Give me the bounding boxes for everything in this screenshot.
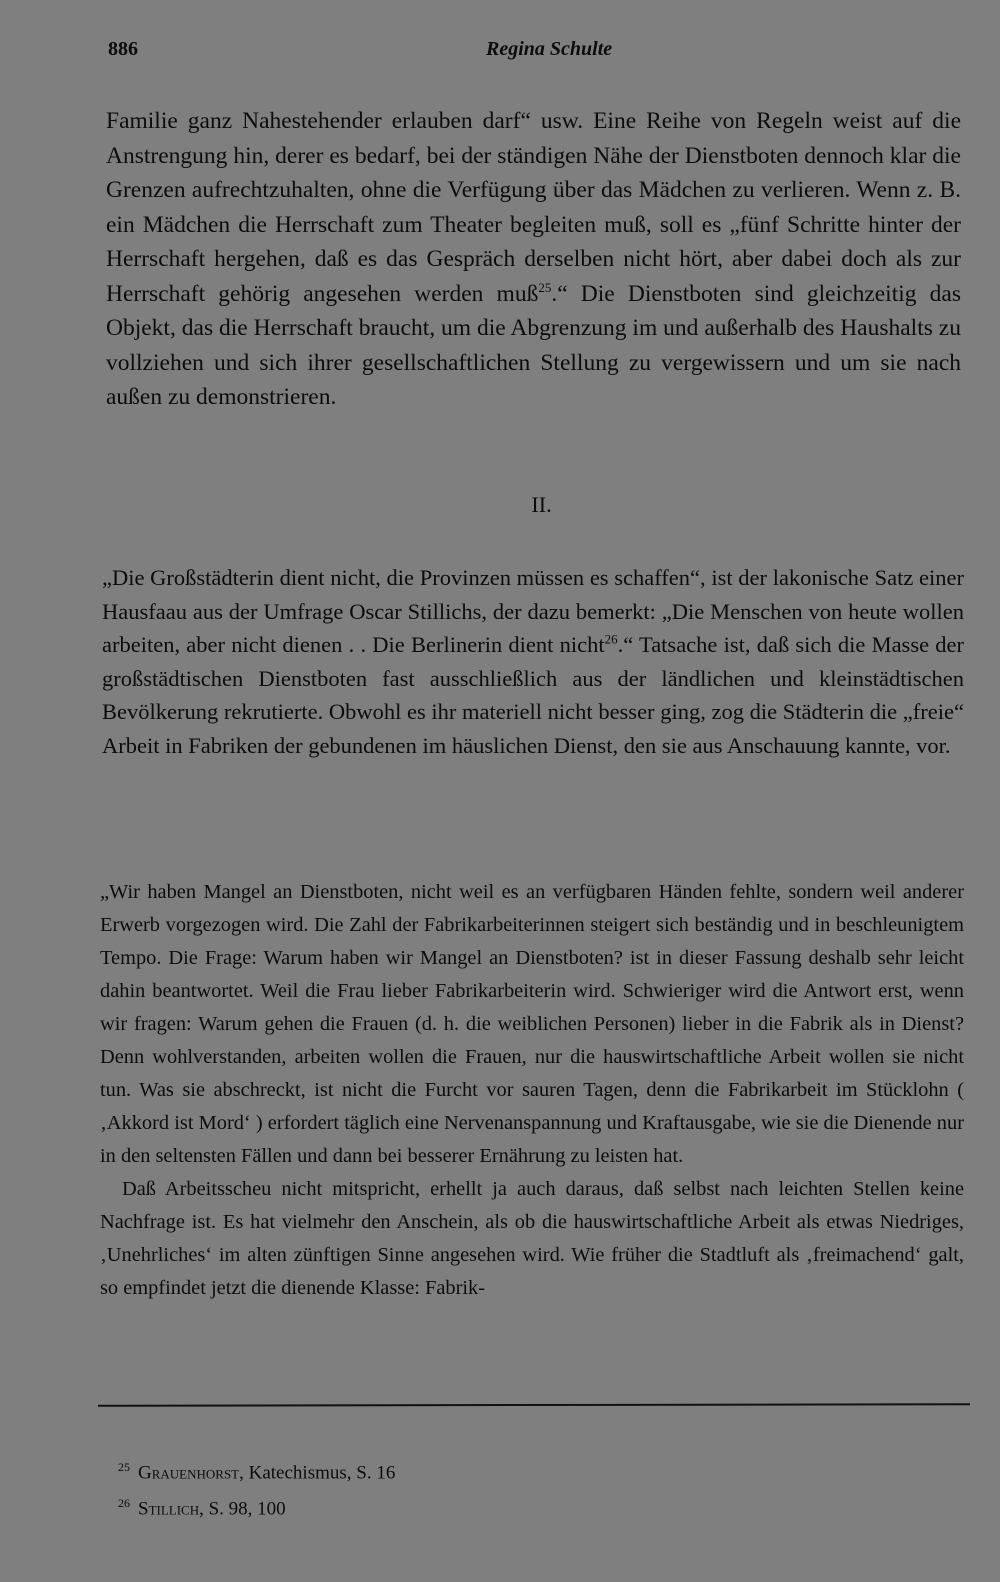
paragraph-text-part: .“ Die Dienstboten sind gleichzeitig das Objekt, das die Herrschaft braucht, um die Abgrenzung im und außerhalb des Haushalts zu vollziehen und sich ihrer gesellschaftlichen Stellung zu vergewissern und um sie nach außen zu demonstrieren. [106, 280, 961, 410]
page-number: 886 [108, 38, 138, 60]
footnote-author: Grauenhorst [138, 1462, 240, 1484]
paragraph-text-part: „Die Großstädterin dient nicht, die Provinzen müssen es schaffen“, ist der lakonische Satz einer Hausfaau aus der Umfrage Oscar Stillichs, der dazu bemerkt: „Die Menschen von heute wollen arbeiten, aber nicht dienen . . Die Berlinerin dient nicht [102, 565, 964, 658]
body-paragraph-2 [102, 561, 964, 763]
paragraph-text-part: .“ Tatsache ist, daß sich die Masse der großstädtischen Dienstboten fast ausschließlich aus der ländlichen und kleinstädtischen Bevölkerung rekrutierte. Obwohl es ihr materiell nicht besser ging, zog die Städterin die „freie“ Arbeit in Fabriken der gebundenen im häuslichen Dienst, den sie aus Anschauung kannte, vor. [102, 632, 964, 758]
section-heading: II. [531, 492, 552, 517]
paragraph-text-part: Familie ganz Nahestehender erlauben darf“ usw. Eine Reihe von Regeln weist auf die Anstrengung hin, derer es bedarf, bei der ständigen Nähe der Dienstboten dennoch klar die Grenzen aufrechtzuhalten, ohne die Verfügung über das Mädchen zu verlieren. Wenn z. B. ein Mädchen die Herrschaft zum Theater begleiten muß, soll es „fünf Schritte hinter der Herrschaft hergehen, daß es das Gespräch derselben nicht hört, aber dabei doch als zur Herrschaft gehörig angesehen werden muß [106, 108, 961, 307]
footnote-separator [98, 1403, 970, 1407]
footnote-author: Stillich [138, 1498, 200, 1520]
paragraph-text [106, 104, 961, 415]
footnote-26 [118, 1488, 395, 1524]
body-paragraph-1 [106, 104, 961, 415]
footnote-ref-26: 26 [604, 631, 618, 647]
quote-paragraph-1: „Wir haben Mangel an Dienstboten, nicht weil es an verfügbaren Händen fehlte, sondern weil anderer Erwerb vorgezogen wird. Die Zahl der Fabrikarbeiterinnen steigert sich beständig und in beschleunigtem Tempo. Die Frage: Warum haben wir Mangel an Dienstboten? ist in dieser Fassung deshalb sehr leicht dahin beantwortet. Weil die Frau lieber Fabrikarbeiterin wird. Schwieriger wird die Antwort erst, wenn wir fragen: Warum gehen die Frauen (d. h. die weiblichen Personen) lieber in die Fabrik als in Dienst? Denn wohlverstanden, arbeiten wollen die Frauen, nur die hauswirtschaftliche Arbeit wollen sie nicht tun. Was sie abschreckt, ist nicht die Furcht vor sauren Tagen, denn die Fabrikarbeit im Stücklohn ( ‚Akkord ist Mord‘ ) erfordert täglich eine Nervenanspannung und Kraftausgabe, wie sie die Dienende nur in den seltensten Fällen und dann bei besserer Ernährung zu leisten hat. [100, 881, 964, 1167]
running-head: Regina Schulte [486, 38, 613, 60]
footnote-text: , S. 98, 100 [199, 1498, 286, 1520]
footnotes [118, 1452, 395, 1525]
footnote-number: 26 [118, 1496, 130, 1511]
footnote-number: 25 [118, 1460, 130, 1474]
page-header [108, 38, 960, 68]
footnote-text: , Katechismus, S. 16 [239, 1462, 396, 1484]
quote-paragraph-2: Daß Arbeitsscheu nicht mitspricht, erhellt ja auch daraus, daß selbst nach leichten Stellen keine Nachfrage ist. Es hat vielmehr den Anschein, als ob die hauswirtschaftliche Arbeit als etwas Niedriges, ‚Unehrliches‘ im alten zünftigen Sinne angesehen wird. Wie früher die Stadtluft als ‚freimachend‘ galt, so empfindet jetzt die dienende Klasse: Fabrik- [100, 1178, 964, 1299]
footnote-25 [118, 1452, 395, 1488]
block-quotation [100, 876, 964, 1305]
footnote-ref-25: 25 [538, 279, 552, 295]
paragraph-text [102, 561, 964, 763]
